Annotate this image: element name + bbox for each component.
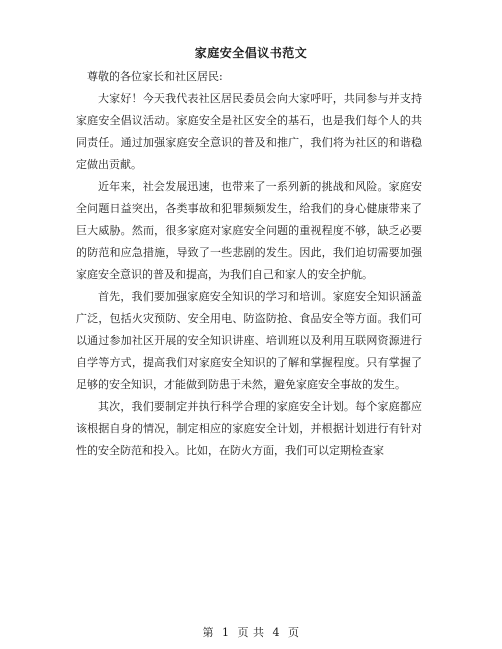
document-body <box>76 66 422 462</box>
paragraph-2: 近年来，社会发展迅速，也带来了一系列新的挑战和风险。家庭安全问题日益突出，各类事故和犯罪频频发生，给我们的身心健康带来了巨大威胁。然而，很多家庭对家庭安全问题的重视程度不够，缺乏必要的防范和应急措施，导致了一些悲剧的发生。因此，我们迫切需要加强家庭安全意识的普及和提高，为我们自己和家人的安全护航。 <box>76 180 422 281</box>
footer-prefix: 第 <box>202 626 214 639</box>
page-footer <box>0 624 502 640</box>
document-title: 家庭安全倡议书范文 <box>194 46 308 60</box>
footer-page-current: 1 <box>222 626 230 639</box>
footer-mid: 页 共 <box>237 626 265 639</box>
footer-suffix: 页 <box>288 626 300 639</box>
salutation: 尊敬的各位家长和社区居民: <box>87 70 223 83</box>
paragraph-4: 其次，我们要制定并执行科学合理的家庭安全计划。每个家庭都应该根据自身的情况，制定相应的家庭安全计划，并根据计划进行有针对性的安全防范和投入。比如，在防火方面，我们可以定期检查家 <box>76 400 422 457</box>
footer-page-total: 4 <box>272 626 280 639</box>
paragraph-1: 大家好！今天我代表社区居民委员会向大家呼吁，共同参与并支持家庭安全倡议活动。家庭安全是社区安全的基石，也是我们每个人的共同责任。通过加强家庭安全意识的普及和推广，我们将为社区的和谐稳定做出贡献。 <box>76 92 422 171</box>
paragraph-3: 首先，我们要加强家庭安全知识的学习和培训。家庭安全知识涵盖广泛，包括火灾预防、安全用电、防盗防抢、食品安全等方面。我们可以通过参加社区开展的安全知识讲座、培训班以及利用互联网资源进行自学等方式，提高我们对家庭安全知识的了解和掌握程度。只有掌握了足够的安全知识，才能做到防患于未然，避免家庭安全事故的发生。 <box>76 290 422 391</box>
